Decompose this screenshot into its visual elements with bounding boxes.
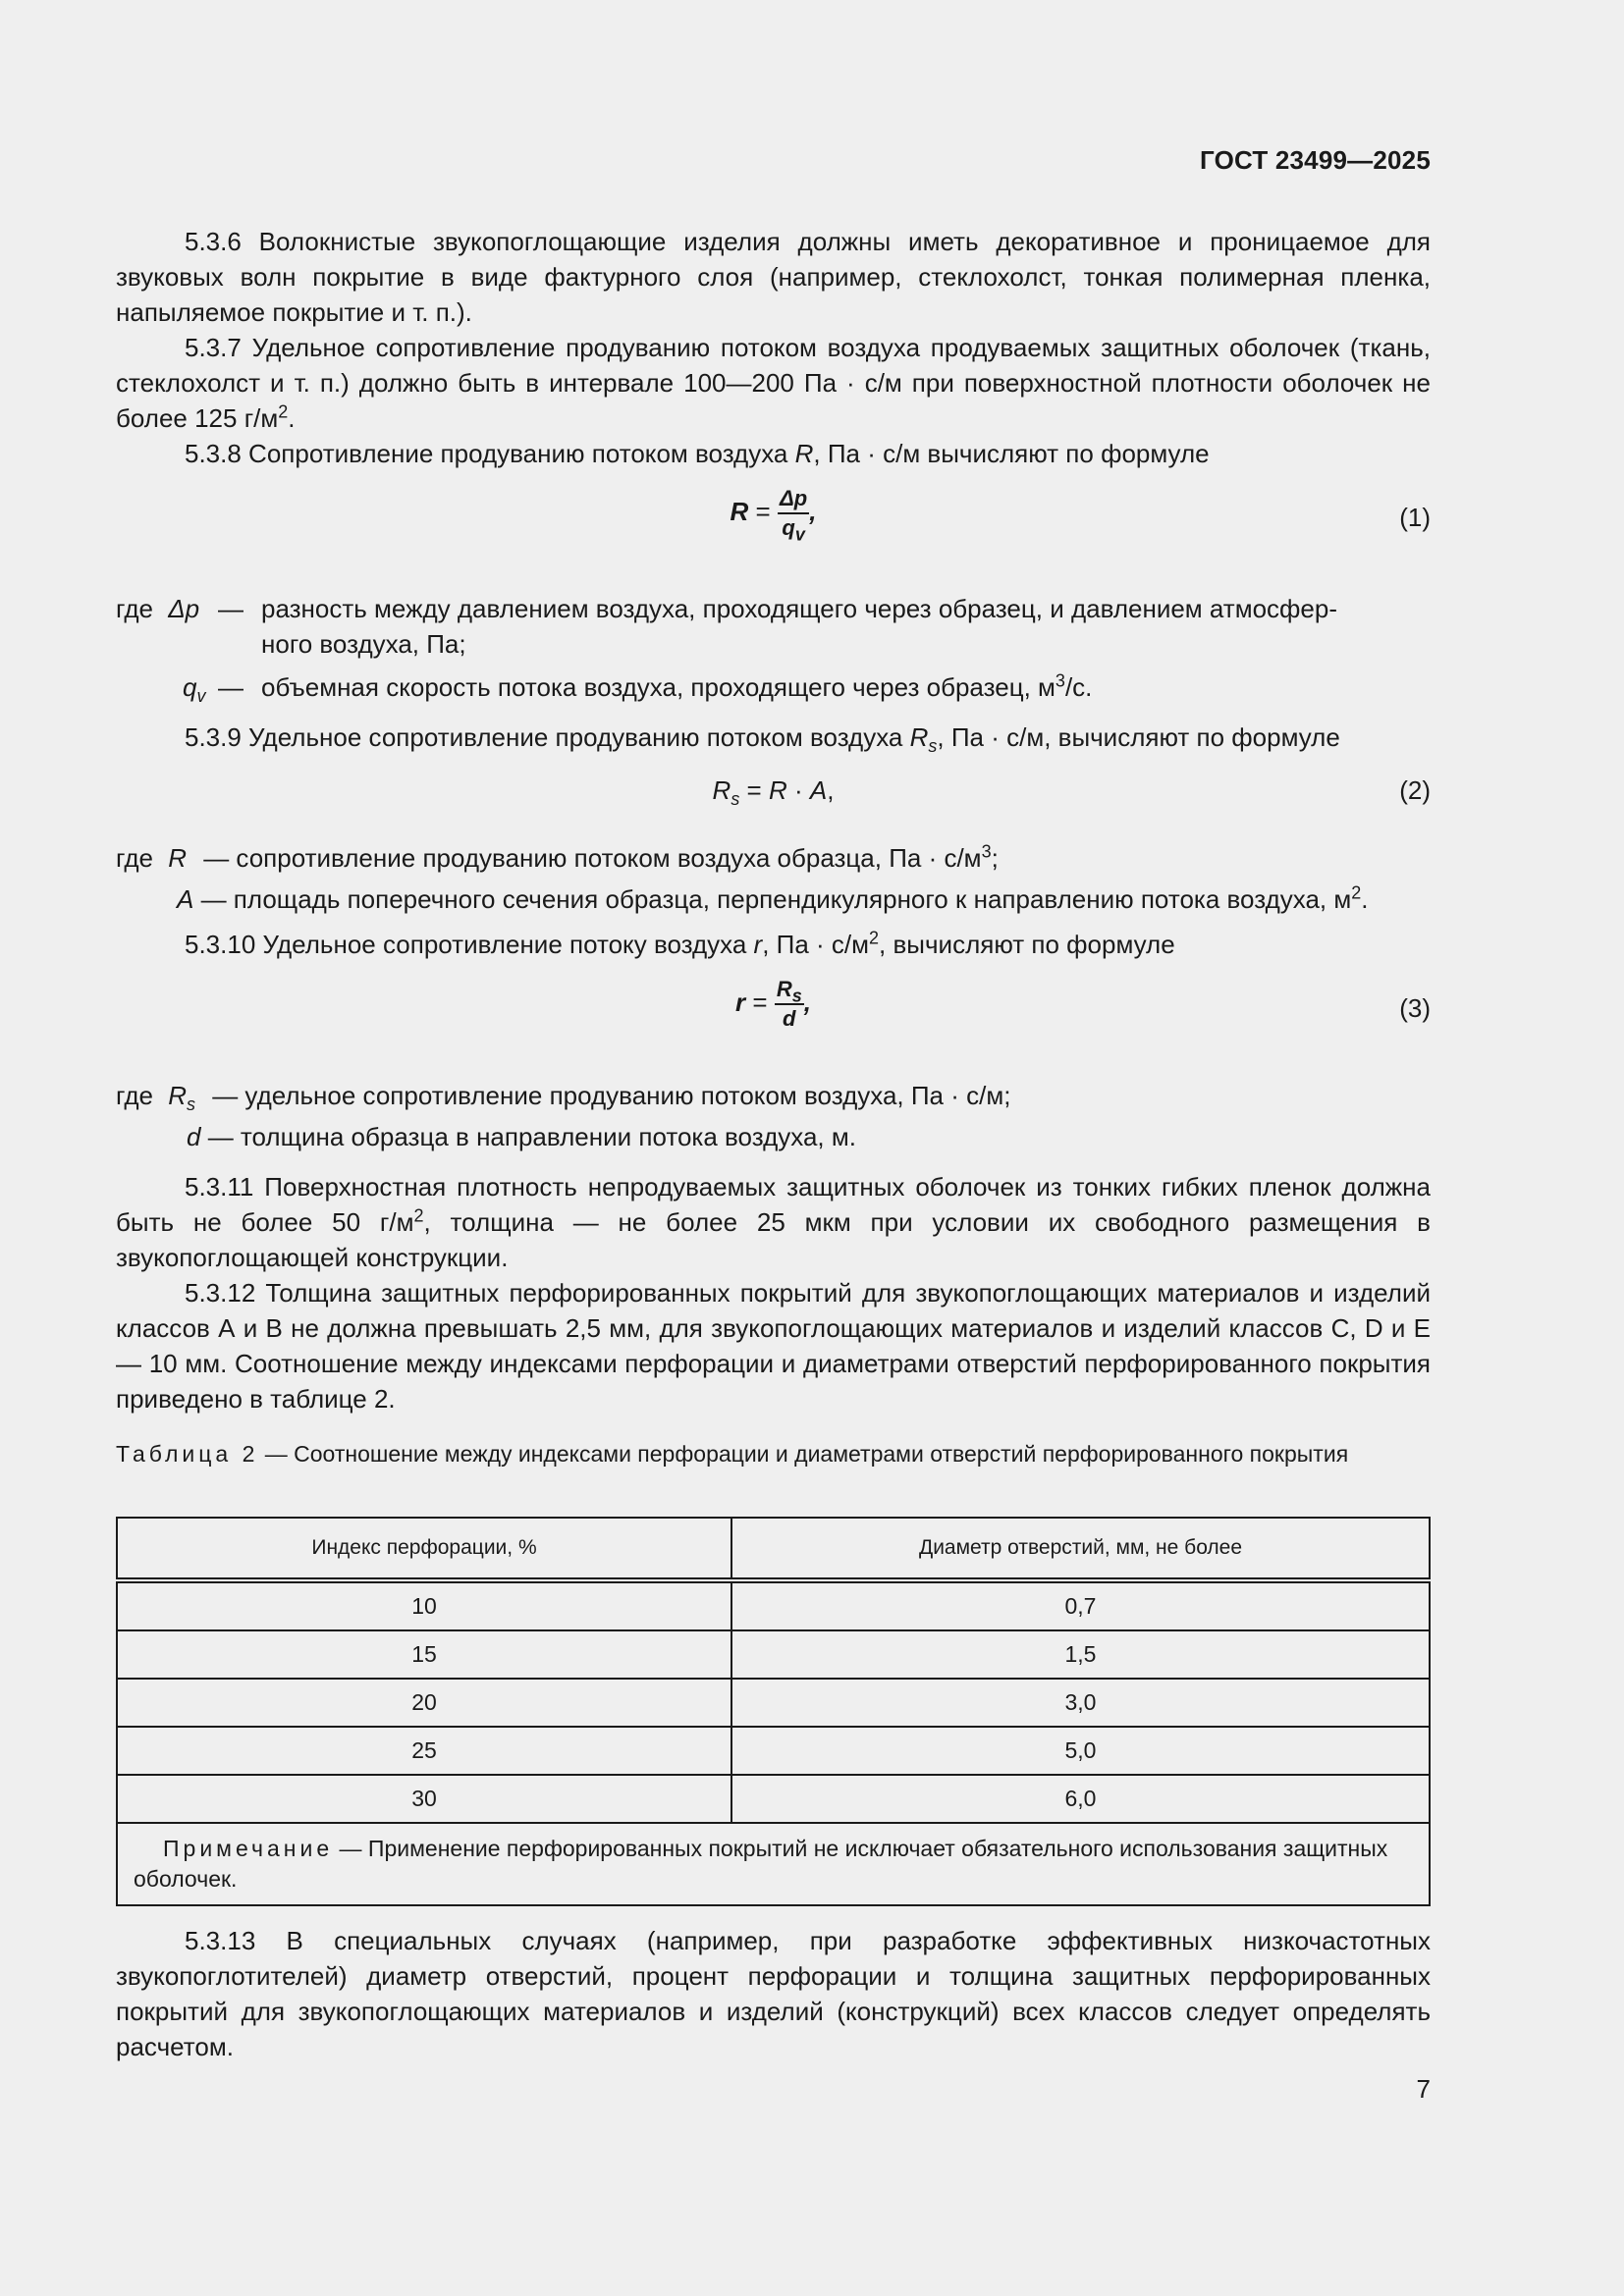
- paragraph-end: , вычисляют по формуле: [879, 930, 1175, 959]
- paragraph-5-3-9: [116, 720, 1431, 755]
- formula-r: R: [768, 775, 787, 805]
- table-cell: 0,7: [731, 1580, 1430, 1630]
- denominator-subscript: v: [794, 524, 805, 545]
- table-cell: 3,0: [731, 1679, 1430, 1727]
- table-cell: 6,0: [731, 1775, 1430, 1823]
- paragraph-text: 5.3.13 В специальных случаях (например, при разработке эффективных низкочастотных звукопоглотителей) диаметр отверстий, процент перфорации и толщина защитных перфорированных покрытий для звукопоглощающих материалов и изделий (конструкций) всех классов следует определять расчетом.: [116, 1926, 1431, 2061]
- fraction: [778, 486, 809, 545]
- table-cell: 15: [117, 1630, 731, 1679]
- definition-delta-p-cont: ного воздуха, Па;: [261, 629, 466, 659]
- formula-3: [116, 977, 1431, 1045]
- table-caption-text: — Соотношение между индексами перфорации и диаметрами отверстий перфорированного покрытия: [258, 1441, 1349, 1467]
- paragraph-end: , Па · с/м, вычисляют по формуле: [937, 722, 1340, 752]
- superscript: 2: [278, 401, 289, 422]
- paragraph-end: .: [288, 403, 296, 433]
- symbol-q-subscript: v: [196, 686, 206, 707]
- where-label: где: [116, 1081, 153, 1110]
- formula-number: (2): [1399, 775, 1431, 805]
- where-label: где: [116, 594, 153, 623]
- superscript: 3: [1055, 670, 1065, 691]
- superscript: 2: [413, 1205, 424, 1226]
- formula-eq: =: [748, 496, 771, 526]
- table-row: [117, 1727, 1430, 1775]
- table-header-row: [117, 1518, 1430, 1580]
- symbol-a: A: [177, 884, 194, 914]
- symbol-r: R: [168, 843, 187, 873]
- table-cell: 25: [117, 1727, 731, 1775]
- where-block-2: [116, 840, 1431, 917]
- superscript: 2: [1351, 882, 1362, 903]
- table-row: [117, 1580, 1430, 1630]
- numerator-subscript: s: [791, 986, 802, 1006]
- paragraph-end: , толщина — не более 25 мкм при условии их свободного размещения в звукопоглощающей конструкции.: [116, 1207, 1431, 1272]
- formula-a: A: [809, 775, 828, 805]
- page-number: 7: [1416, 2074, 1431, 2104]
- definition-r: — сопротивление продуванию потоком воздуха образца, Па · с/м: [203, 843, 982, 873]
- paragraph-5-3-8: [116, 436, 1431, 471]
- variable-r: R: [794, 439, 814, 468]
- symbol-rs-subscript: s: [186, 1095, 195, 1115]
- definition-end: ;: [991, 843, 999, 873]
- formula-rs: R: [712, 775, 731, 805]
- table-header-cell: Индекс перфорации, %: [117, 1518, 731, 1580]
- symbol-rs: R: [168, 1081, 187, 1110]
- superscript: 2: [869, 928, 880, 948]
- numerator: Δp: [778, 486, 809, 514]
- formula-number: (1): [1399, 503, 1431, 532]
- formula-1: [116, 486, 1431, 555]
- definition-end: .: [1361, 884, 1369, 914]
- table-caption: [116, 1438, 1431, 1470]
- paragraph-text: 5.3.6 Волокнистые звукопоглощающие изделия должны иметь декоративное и проницаемое для звуковых волн покрытие в виде фактурного слоя (например, стеклохолст, тонкая полимерная пленка, напыляемое покрытие и т. п.).: [116, 227, 1431, 327]
- superscript: 3: [981, 841, 992, 862]
- symbol-q: q: [183, 672, 197, 702]
- fraction: [775, 977, 804, 1032]
- paragraph-text: 5.3.10 Удельное сопротивление потоку воздуха: [185, 930, 754, 959]
- formula-eq: =: [745, 987, 768, 1017]
- table-cell: 1,5: [731, 1630, 1430, 1679]
- table-note: [117, 1823, 1430, 1905]
- formula-rs-subscript: s: [731, 789, 740, 810]
- variable-r-lower: r: [753, 930, 763, 959]
- formula-tail: ,: [809, 496, 817, 526]
- definition-d: — толщина образца в направлении потока воздуха, м.: [207, 1122, 856, 1151]
- formula-tail: ,: [803, 987, 811, 1017]
- table-row: [117, 1679, 1430, 1727]
- definition-end: /с.: [1064, 672, 1093, 702]
- paragraph-text: 5.3.7 Удельное сопротивление продуванию потоком воздуха продуваемых защитных оболочек (ткань, стеклохолст и т. п.) должно быть в интервале 100—200 Па · с/м при поверхностной плотности оболочек не более 125 г/м: [116, 333, 1431, 433]
- subscript: s: [928, 736, 938, 757]
- numerator: R: [776, 977, 792, 1001]
- formula-tail: ,: [827, 775, 835, 805]
- formula-2: [116, 775, 1431, 844]
- paragraph-text: 5.3.12 Толщина защитных перфорированных покрытий для звукопоглощающих материалов и изделий классов А и В не должна превышать 2,5 мм, для звукопоглощающих материалов и изделий классов С, D и Е — 10 мм. Соотношение между индексами перфорации и диаметрами отверстий перфорированного покрытия приведено в таблице 2.: [116, 1278, 1431, 1414]
- table-cell: 5,0: [731, 1727, 1430, 1775]
- variable-rs: R: [909, 722, 929, 752]
- table-header-cell: Диаметр отверстий, мм, не более: [731, 1518, 1430, 1580]
- definition-rs: — удельное сопротивление продуванию потоком воздуха, Па · с/м;: [212, 1081, 1011, 1110]
- paragraph-5-3-7: [116, 330, 1431, 436]
- dash: —: [218, 672, 244, 702]
- symbol-delta-p: Δp: [168, 594, 200, 623]
- paragraph-5-3-10: [116, 927, 1431, 962]
- formula-lhs: r: [735, 987, 746, 1017]
- standard-code-header: ГОСТ 23499—2025: [1200, 145, 1431, 175]
- table-cell: 20: [117, 1679, 731, 1727]
- definition-delta-p: разность между давлением воздуха, проходящего через образец, и давлением атмосфер-: [261, 594, 1337, 623]
- where-block-1: [116, 591, 1431, 705]
- formula-eq: =: [739, 775, 769, 805]
- paragraph-5-3-13: [116, 1923, 1431, 2064]
- table-row: [117, 1630, 1430, 1679]
- table-cell: 30: [117, 1775, 731, 1823]
- paragraph-5-3-11: [116, 1169, 1431, 1275]
- perforation-table: [116, 1517, 1431, 1906]
- dash: —: [218, 594, 244, 623]
- where-label: где: [116, 843, 153, 873]
- where-block-3: [116, 1078, 1431, 1154]
- paragraph-text: 5.3.8 Сопротивление продуванию потоком воздуха: [185, 439, 795, 468]
- denominator: d: [783, 1006, 796, 1031]
- formula-dot: ·: [786, 775, 810, 805]
- paragraph-5-3-6: [116, 224, 1431, 330]
- definition-a: — площадь поперечного сечения образца, перпендикулярного к направлению потока воздуха, м: [200, 884, 1352, 914]
- symbol-d: d: [187, 1122, 201, 1151]
- formula-lhs: R: [730, 496, 749, 526]
- table-caption-label: Таблица 2: [116, 1441, 259, 1467]
- note-text: — Применение перфорированных покрытий не исключает обязательного использования защитных оболочек.: [134, 1836, 1388, 1892]
- table-row: [117, 1775, 1430, 1823]
- paragraph-text: 5.3.11 Поверхностная плотность непродуваемых защитных оболочек из тонких гибких пленок должна быть не более 50 г/м: [116, 1172, 1431, 1237]
- paragraph-end: , Па · с/м вычисляют по формуле: [813, 439, 1210, 468]
- paragraph-text: 5.3.9 Удельное сопротивление продуванию потоком воздуха: [185, 722, 910, 752]
- paragraph-units: , Па · с/м: [762, 930, 870, 959]
- paragraph-5-3-12: [116, 1275, 1431, 1416]
- formula-number: (3): [1399, 993, 1431, 1023]
- table-cell: 10: [117, 1580, 731, 1630]
- note-label: Примечание: [163, 1836, 334, 1861]
- definition-q: объемная скорость потока воздуха, проходящего через образец, м: [261, 672, 1056, 702]
- document-page: [116, 0, 1431, 2296]
- table-note-row: [117, 1823, 1430, 1905]
- denominator: q: [782, 515, 795, 540]
